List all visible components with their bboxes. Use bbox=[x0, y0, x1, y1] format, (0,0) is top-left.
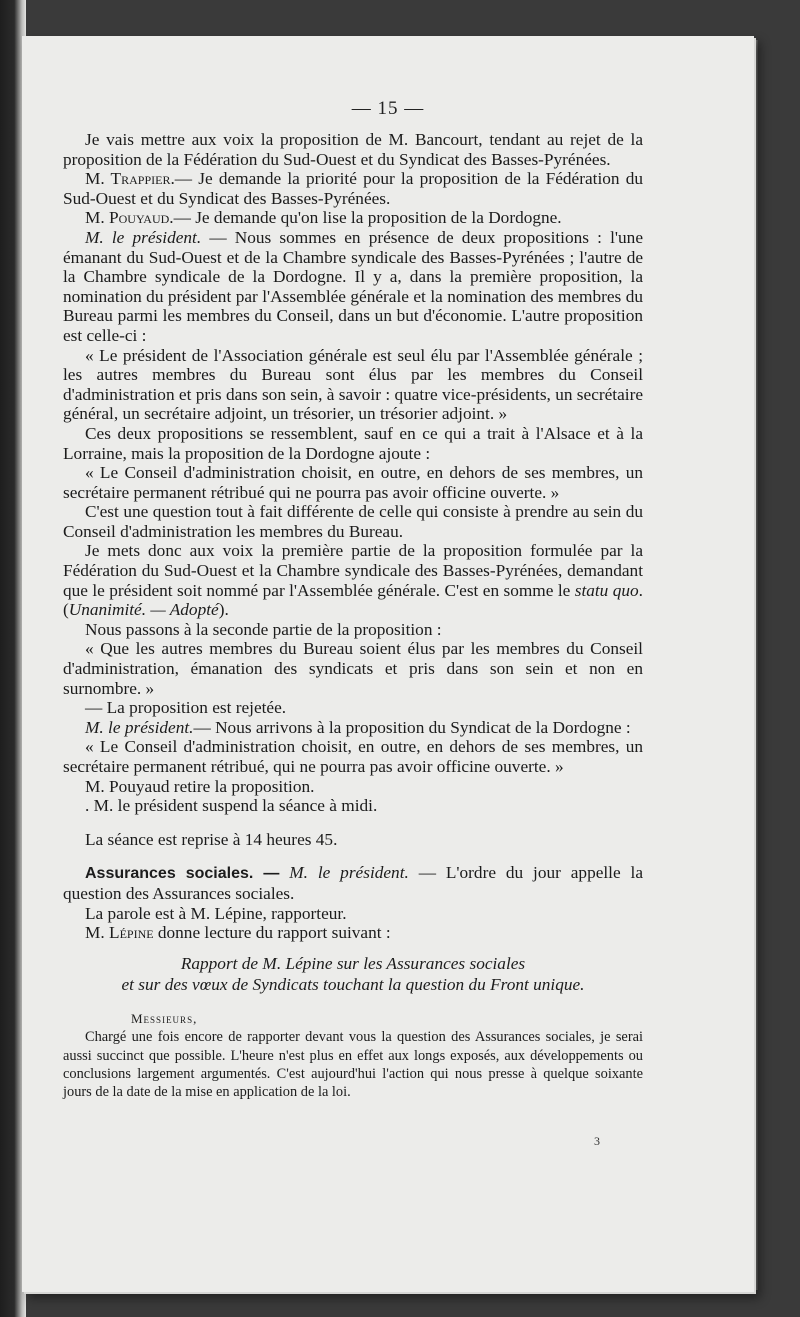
signature-mark: 3 bbox=[594, 1134, 600, 1148]
paragraph bbox=[63, 923, 643, 943]
paragraph: Chargé une fois encore de rapporter devant vous la question des Assurances sociales, je serai aussi succinct que possible. L'heure n'est plus en effet aux longs exposés, aux développements ou conclusions largement argumentés. C'est aujourd'hui l'action qui nous presse à quelque soixante jours de la date de la mise en application de la loi. bbox=[63, 1029, 643, 1100]
paragraph bbox=[63, 228, 643, 346]
paragraph: Nous passons à la seconde partie de la proposition : bbox=[85, 619, 442, 639]
speaker-name: M. Pouyaud. bbox=[85, 208, 174, 228]
vote-result: Unanimité. — Adopté bbox=[68, 600, 219, 620]
punctuation: ). bbox=[218, 600, 229, 620]
paragraph bbox=[63, 863, 643, 903]
spacer bbox=[63, 849, 643, 863]
quote-paragraph: « Le président de l'Association générale est seul élu par l'Assemblée générale ; les autres membres du Bureau sont élus par les membres du Conseil d'administration et pris dans son sein, à savoir : quatre vice-présidents, un secrétaire général, un secrétaire adjoint, un trésorier, un trésorier adjoint. » bbox=[63, 345, 643, 424]
speech-text: — Je demande la priorité pour la proposition de la Fédération du Sud-Ouest et du Syndicat des Basses-Pyrénées. bbox=[63, 169, 643, 208]
paragraph: Je vais mettre aux voix la proposition de M. Bancourt, tendant au rejet de la proposition de la Fédération du Sud-Ouest et du Syndicat des Basses-Pyrénées. bbox=[63, 130, 643, 169]
report-title-line: et sur des vœux de Syndicats touchant la question du Front unique. bbox=[121, 974, 585, 994]
speaker-name: M. le président. bbox=[85, 227, 202, 247]
paragraph bbox=[63, 541, 643, 619]
paragraph bbox=[63, 718, 643, 738]
quote-paragraph: « Le Conseil d'administration choisit, en outre, en dehors de ses membres, un secrétaire permanent rétribué, qui ne pourra pas avoir officine ouverte. » bbox=[63, 737, 643, 776]
spacer bbox=[63, 816, 643, 830]
salutation: Messieurs, bbox=[131, 1010, 198, 1026]
punctuation: . ( bbox=[63, 580, 643, 620]
paragraph: La séance est reprise à 14 heures 45. bbox=[85, 829, 338, 849]
speech-text: — Nous sommes en présence de deux propositions : l'une émanant du Sud-Ouest et de la Chambre syndicale des Basses-Pyrénées ; l'autre de la Chambre syndicale de la Dordogne. Il y a, dans la première proposition, la nomination du président par l'Assemblée générale et la nomination des membres du Bureau parmi les membres du Conseil, dans un but d'économie. L'autre proposition est celle-ci : bbox=[63, 227, 643, 345]
document-body bbox=[63, 130, 643, 1101]
speaker-name: M. Lépine bbox=[85, 923, 154, 943]
speech-text: — L'ordre du jour appelle la question des Assurances sociales. bbox=[63, 863, 644, 903]
quote-paragraph: « Le Conseil d'administration choisit, en outre, en dehors de ses membres, un secrétaire permanent rétribué qui ne pourra pas avoir officine ouverte. » bbox=[63, 463, 643, 502]
report-title-line: Rapport de M. Lépine sur les Assurances sociales bbox=[180, 953, 526, 973]
quote-paragraph: « Que les autres membres du Bureau soient élus par les membres du Conseil d'administration, émanation des syndicats et pris dans son sein et non en surnombre. » bbox=[63, 639, 643, 698]
paragraph: — La proposition est rejetée. bbox=[85, 698, 287, 718]
paragraph: M. Pouyaud retire la proposition. bbox=[85, 776, 315, 796]
speaker-name: M. Trappier. bbox=[85, 169, 175, 189]
paragraph bbox=[63, 208, 643, 228]
speech-text: — Nous arrivons à la proposition du Syndicat de la Dordogne : bbox=[193, 717, 631, 737]
latin-phrase: statu quo bbox=[574, 580, 639, 600]
speaker-name: M. le président. bbox=[289, 863, 409, 883]
speaker-name: M. le président. bbox=[85, 717, 194, 737]
report-body bbox=[63, 1028, 643, 1101]
speech-text: — Je demande qu'on lise la proposition de la Dordogne. bbox=[173, 208, 562, 228]
paragraph: . M. le président suspend la séance à midi. bbox=[85, 796, 378, 816]
section-heading: Assurances sociales. — bbox=[85, 865, 280, 883]
paragraph: Ces deux propositions se ressemblent, sauf en ce qui a trait à l'Alsace et à la Lorraine, mais la proposition de la Dordogne ajoute : bbox=[63, 423, 643, 463]
page-number: — 15 — bbox=[351, 98, 425, 119]
speech-text: Je mets donc aux voix la première partie de la proposition formulée par la Fédération du Sud-Ouest et la Chambre syndicale des Basses-Pyrénées, demandant que le président soit nommé par l'Assemblée générale. C'est en somme le bbox=[63, 541, 643, 600]
report-title bbox=[63, 953, 643, 995]
speech-text: donne lecture du rapport suivant : bbox=[153, 923, 391, 943]
paragraph: C'est une question tout à fait différente de celle qui consiste à prendre au sein du Conseil d'administration les membres du Bureau. bbox=[63, 502, 643, 541]
paragraph: La parole est à M. Lépine, rapporteur. bbox=[85, 903, 347, 923]
paragraph bbox=[63, 169, 643, 208]
